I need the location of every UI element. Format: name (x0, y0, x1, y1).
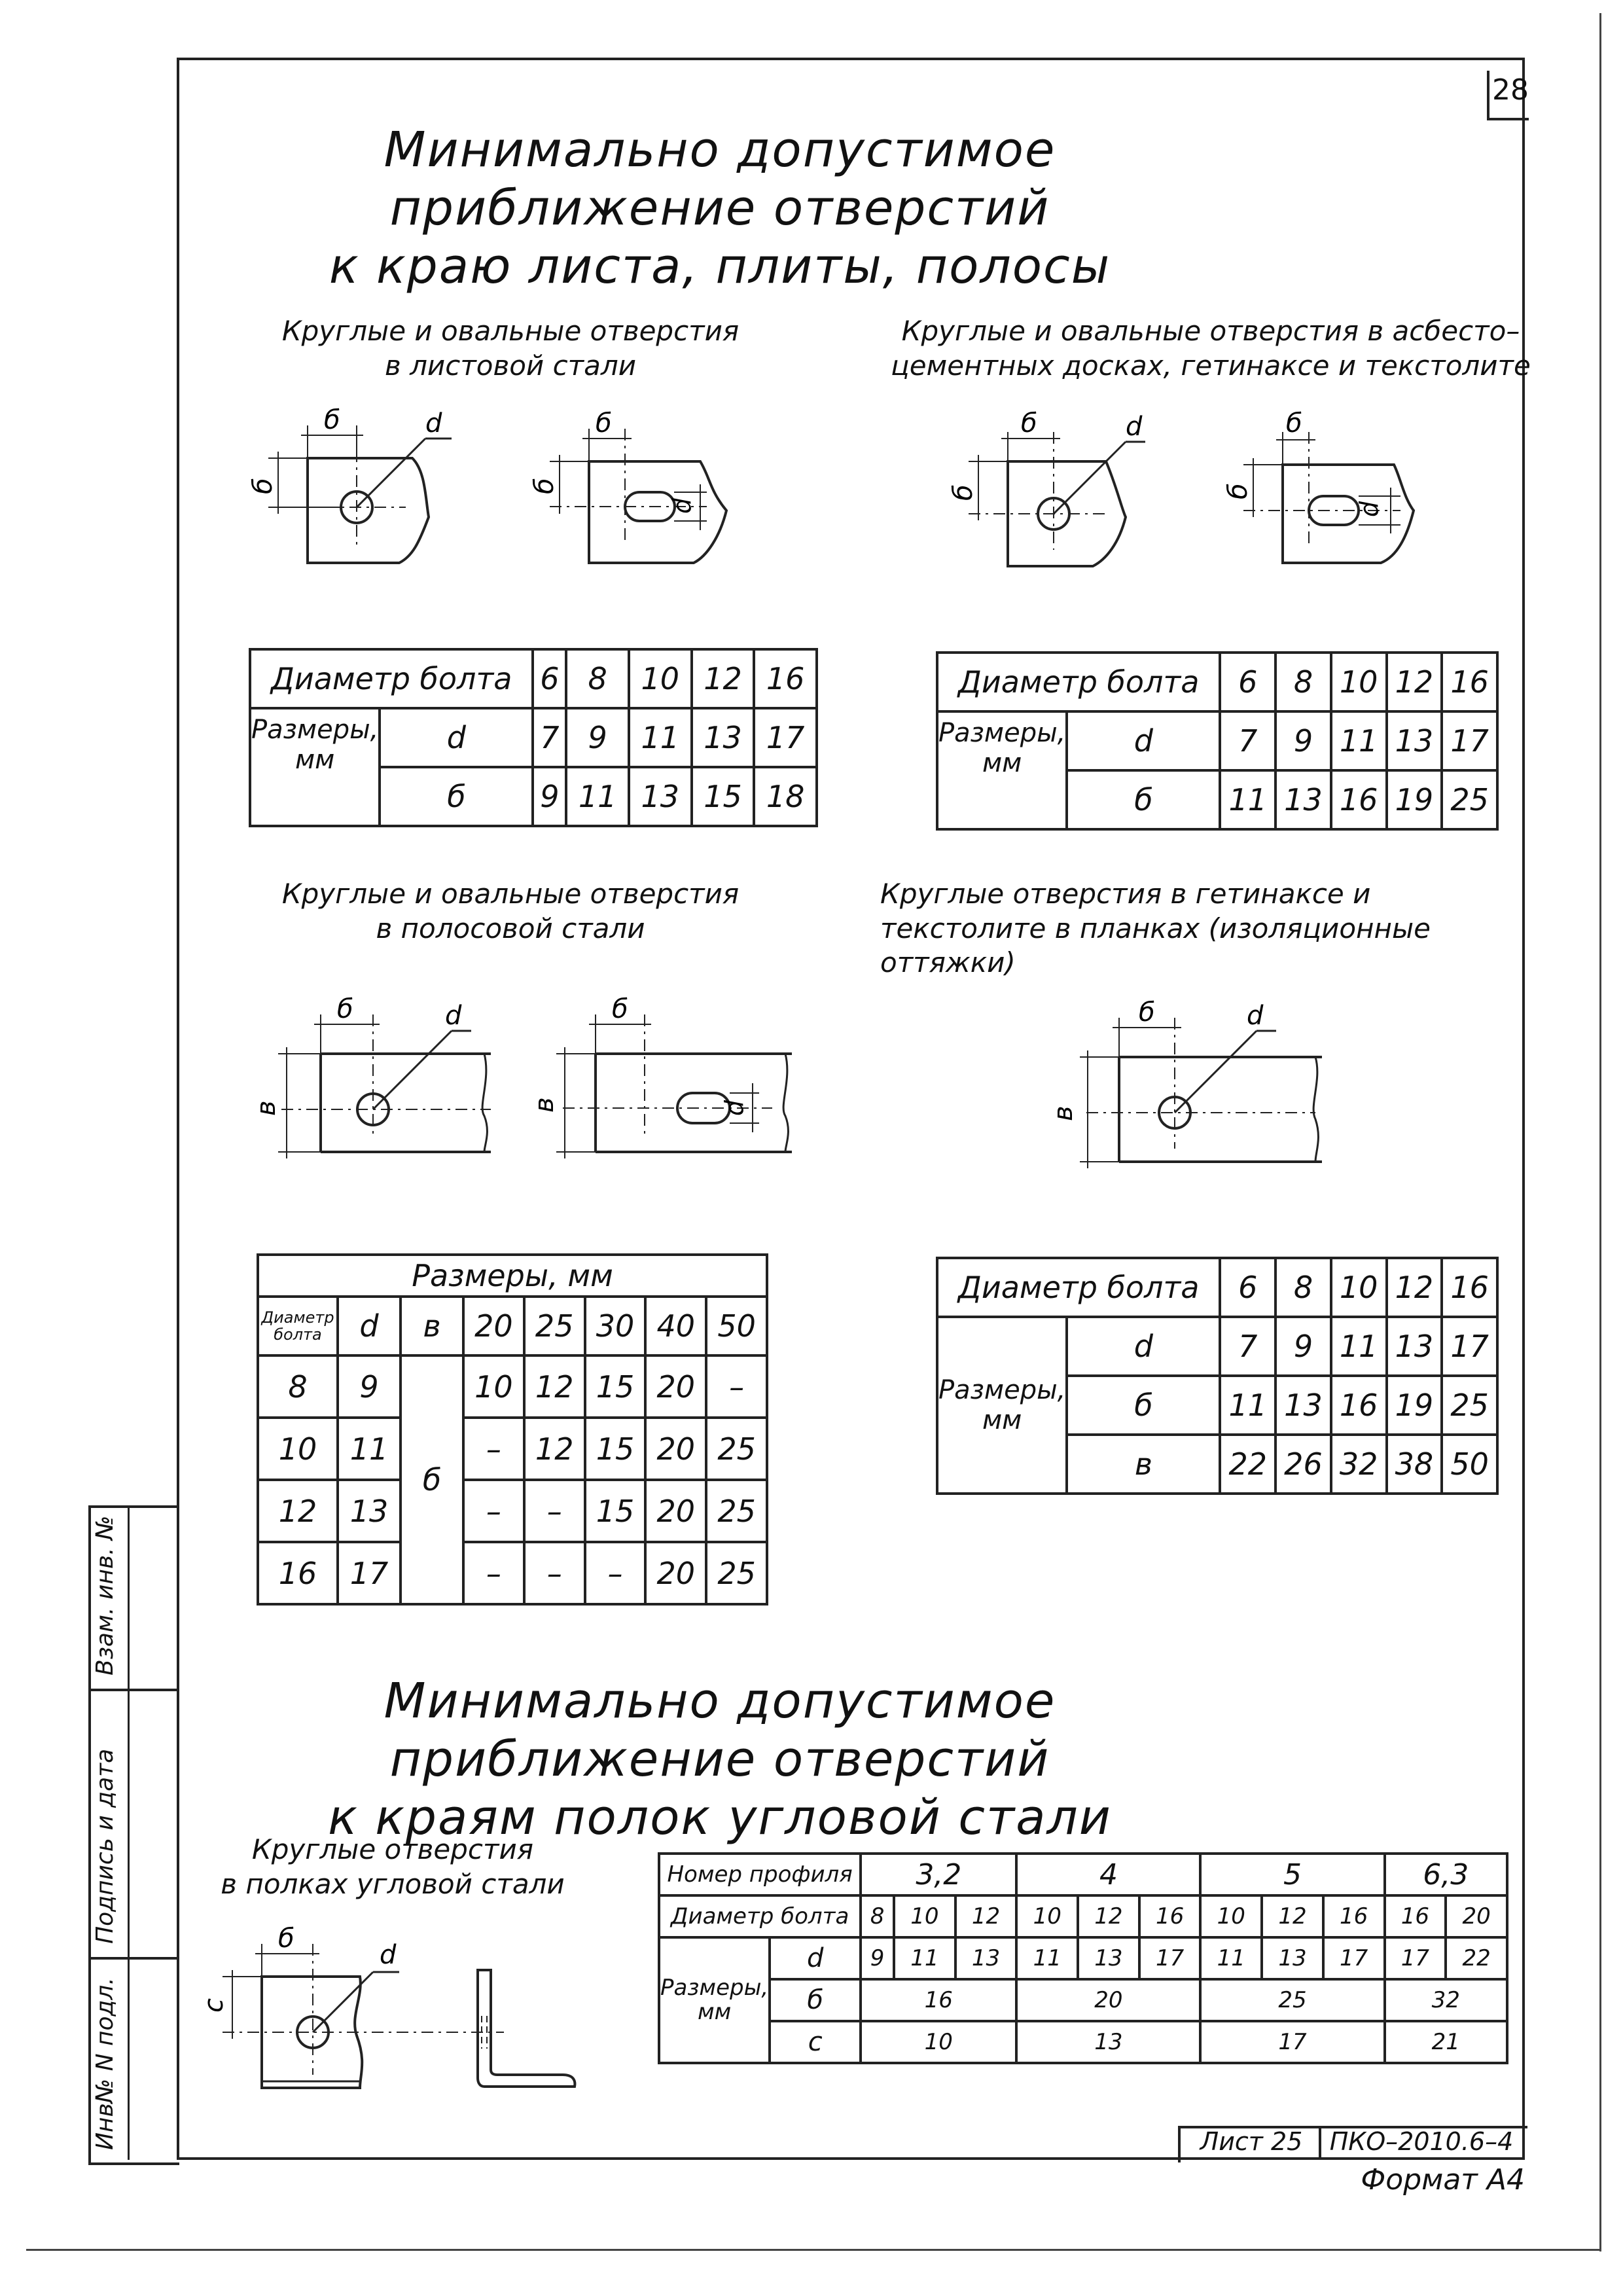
table-cell: 17 (1200, 2021, 1384, 2063)
bolt-label: Диаметр болта (659, 1895, 861, 1937)
table-cell: 11 (566, 767, 629, 826)
table-cell: 12 (1078, 1895, 1139, 1937)
bolt-diameter-header: Диаметр болта (250, 649, 533, 708)
side-stamp-divider (88, 1957, 177, 1960)
table-cell: 17 (1442, 1317, 1497, 1376)
sheet-steel-table (249, 648, 818, 827)
stamp-inv-vzam: Взам. инв. № (92, 1515, 118, 1676)
table-cell: – (585, 1542, 646, 1604)
dims-label: Размеры, (938, 1375, 1066, 1405)
caption-line: Круглые и овальные отверстия в асбесто– (901, 315, 1520, 347)
dims-label-cell (659, 1937, 770, 2063)
dim-d-label: d (720, 1100, 749, 1116)
table-cell: 20 (645, 1542, 706, 1604)
table-cell: 7 (1220, 1317, 1275, 1376)
caption-line: Круглые и овальные отверстия (281, 315, 740, 347)
table-cell: 6 (1220, 1258, 1275, 1317)
dim-d-label: d (1355, 501, 1383, 517)
row-label: d (380, 708, 533, 767)
dims-label: Размеры, (660, 1974, 769, 2001)
caption-line: в полках угловой стали (221, 1867, 565, 1900)
table-cell: 26 (1275, 1435, 1331, 1494)
angle-steel-diagram (196, 1918, 602, 2101)
table-cell: 17 (1323, 1937, 1385, 1979)
mm-label: мм (982, 748, 1022, 778)
table-cell: 38 (1387, 1435, 1442, 1494)
row-label: б (1067, 1376, 1220, 1435)
caption-line: в полосовой стали (376, 912, 645, 944)
table-cell: 15 (692, 767, 755, 826)
bolt-diameter-header: Диаметр болта (937, 653, 1220, 711)
bolt-label-cell (258, 1297, 338, 1355)
bolt-diameter-header: Диаметр болта (937, 1258, 1220, 1317)
table-cell: 13 (955, 1937, 1017, 1979)
dim-b-label: б (1021, 408, 1037, 439)
table-cell: 20 (1446, 1895, 1507, 1937)
caption-strip-steel (249, 877, 772, 946)
col-label: в (401, 1297, 463, 1355)
title-line-2: к краю листа, плиты, полосы (329, 238, 1111, 295)
table-cell: 16 (1442, 653, 1497, 711)
table-cell: 10 (1016, 1895, 1078, 1937)
table-cell: 11 (338, 1418, 401, 1480)
table-cell: 10 (861, 2021, 1016, 2063)
table-cell: 25 (1200, 1979, 1384, 2021)
table-cell: 6 (533, 649, 566, 708)
table-cell: 16 (1331, 1376, 1387, 1435)
sheet-steel-round-hole-diagram (249, 399, 471, 583)
caption-asbestos (870, 314, 1551, 383)
caption-angle (196, 1833, 589, 1901)
table-cell: – (524, 1480, 585, 1542)
table-cell: 13 (1275, 1376, 1331, 1435)
table-cell: 50 (1442, 1435, 1497, 1494)
table-cell: 16 (1323, 1895, 1385, 1937)
table-cell: 11 (629, 708, 692, 767)
table-cell: 15 (585, 1418, 646, 1480)
table-cell: 15 (585, 1355, 646, 1418)
table-cell: 30 (585, 1297, 646, 1355)
profile-cell: 4 (1016, 1854, 1200, 1895)
table-cell: 17 (338, 1542, 401, 1604)
table-cell: 40 (645, 1297, 706, 1355)
stamp-sign-date: Подпись и дата (92, 1748, 118, 1944)
row-label: б (1067, 770, 1220, 829)
table-cell: 13 (629, 767, 692, 826)
asbestos-table (936, 651, 1499, 831)
dims-label-cell (937, 1317, 1067, 1494)
profile-cell: 6,3 (1385, 1854, 1507, 1895)
asbestos-oval-hole-diagram (1204, 399, 1440, 583)
dims-label: Размеры, (938, 718, 1066, 748)
table-cell: 16 (1139, 1895, 1201, 1937)
table-cell: 20 (645, 1418, 706, 1480)
table-cell: 11 (894, 1937, 955, 1979)
footer-format: Формат А4 (1361, 2163, 1525, 2197)
table-cell: 13 (1387, 1317, 1442, 1376)
dim-b-label: б (1286, 408, 1302, 439)
table-cell: – (463, 1418, 524, 1480)
table-cell: 12 (524, 1418, 585, 1480)
dims-label-cell (937, 711, 1067, 829)
table-cell: 17 (1442, 711, 1497, 770)
dims-label-cell (250, 708, 380, 826)
caption-line: оттяжки) (880, 946, 1016, 978)
title-line-1: Минимально допустимое приближение отверстий (383, 1673, 1056, 1787)
table-cell: 17 (1139, 1937, 1201, 1979)
dim-b-label: б (278, 1924, 294, 1954)
sheet-steel-oval-hole-diagram (510, 399, 746, 583)
dim-b-label: б (324, 405, 340, 435)
table-cell: 25 (706, 1542, 767, 1604)
strip-steel-table (257, 1253, 768, 1605)
footer-sheet: Лист 25 (1200, 2127, 1303, 2156)
table-cell: 20 (463, 1297, 524, 1355)
caption-line: Круглые отверстия (251, 1833, 534, 1865)
dim-b-label: б (337, 994, 353, 1024)
table-cell: 17 (754, 708, 817, 767)
table-cell: 25 (706, 1480, 767, 1542)
table-cell: – (463, 1480, 524, 1542)
strip-steel-oval-hole-diagram (529, 975, 812, 1172)
dim-b-label: б (248, 478, 278, 494)
dim-b-label: б (529, 478, 560, 494)
dim-v-label: в (251, 1100, 281, 1116)
table-cell: 18 (754, 767, 817, 826)
title-line-2: к краям полок угловой стали (328, 1789, 1112, 1846)
table-cell: 12 (1262, 1895, 1323, 1937)
table-cell: 20 (645, 1355, 706, 1418)
table-cell: 22 (1446, 1937, 1507, 1979)
row-label: б (770, 1979, 861, 2021)
row-label: б (380, 767, 533, 826)
table-cell: 10 (894, 1895, 955, 1937)
table-cell: 10 (463, 1355, 524, 1418)
table-cell: – (463, 1542, 524, 1604)
table-cell: 12 (955, 1895, 1017, 1937)
table-cell: 13 (1262, 1937, 1323, 1979)
caption-line: текстолите в планках (изоляционные (880, 912, 1431, 944)
table-cell: 12 (524, 1355, 585, 1418)
side-stamp-col-divider (128, 1505, 130, 2160)
table-cell: 13 (1387, 711, 1442, 770)
section-title-angle (196, 1672, 1243, 1846)
table-cell: 15 (585, 1480, 646, 1542)
top-frame-line (177, 58, 1525, 60)
profile-label: Номер профиля (659, 1854, 861, 1895)
getinax-table (936, 1257, 1499, 1495)
table-cell: 7 (533, 708, 566, 767)
table-cell: 10 (1200, 1895, 1262, 1937)
table-cell: 8 (566, 649, 629, 708)
table-cell: 21 (1385, 2021, 1507, 2063)
dim-c-label: с (199, 1998, 229, 2013)
caption-line: Круглые и овальные отверстия (281, 878, 740, 910)
table-cell: 50 (706, 1297, 767, 1355)
table-cell: 8 (258, 1355, 338, 1418)
footer-divider (1319, 2126, 1321, 2160)
table-cell: 9 (338, 1355, 401, 1418)
col-label: d (338, 1297, 401, 1355)
table-cell: 16 (258, 1542, 338, 1604)
dim-b-label: б (1223, 483, 1253, 499)
mm-label: мм (295, 745, 335, 775)
dim-d-label: d (1247, 1001, 1264, 1031)
dim-d-label: d (1126, 412, 1143, 442)
row-label: с (770, 2021, 861, 2063)
table-cell: 11 (1200, 1937, 1262, 1979)
caption-line: в листовой стали (384, 349, 637, 382)
table-cell: 16 (1442, 1258, 1497, 1317)
angle-steel-table (658, 1852, 1508, 2064)
caption-sheet-steel (249, 314, 772, 383)
table-cell: 25 (706, 1418, 767, 1480)
dims-header: Размеры, мм (258, 1255, 767, 1297)
title-line-1: Минимально допустимое приближение отверстий (383, 122, 1056, 236)
row-label: d (1067, 1317, 1220, 1376)
table-cell: 20 (645, 1480, 706, 1542)
table-cell: 11 (1220, 1376, 1275, 1435)
table-cell: 13 (1016, 2021, 1200, 2063)
table-cell: 13 (338, 1480, 401, 1542)
dim-b-label: б (612, 994, 628, 1024)
stamp-inv-podl: Инв№ N подл. (92, 1977, 118, 2150)
table-cell: 11 (1016, 1937, 1078, 1979)
table-cell: 19 (1387, 1376, 1442, 1435)
table-cell: 13 (692, 708, 755, 767)
table-cell: 12 (1387, 653, 1442, 711)
table-cell: 16 (861, 1979, 1016, 2021)
caption-getinax (880, 877, 1469, 980)
outer-bottom-line (26, 2249, 1601, 2251)
caption-line: Круглые отверстия в гетинаксе и (880, 878, 1371, 910)
getinax-round-hole-diagram (1047, 982, 1335, 1178)
table-cell: 19 (1387, 770, 1442, 829)
dim-b-label: б (948, 484, 978, 501)
table-cell: 22 (1220, 1435, 1275, 1494)
asbestos-round-hole-diagram (929, 399, 1152, 583)
side-stamp-divider (88, 1689, 177, 1691)
table-cell: 10 (629, 649, 692, 708)
table-cell: 10 (1331, 1258, 1387, 1317)
table-cell: 16 (754, 649, 817, 708)
table-cell: 12 (692, 649, 755, 708)
table-cell: 10 (258, 1418, 338, 1480)
page-title (196, 121, 1243, 295)
table-cell: 8 (861, 1895, 894, 1937)
dims-label: Размеры, (251, 715, 379, 745)
bolt-label: болта (274, 1325, 322, 1344)
row-label: в (1067, 1435, 1220, 1494)
table-cell: 9 (533, 767, 566, 826)
mm-label: мм (697, 1999, 732, 2025)
table-cell: 13 (1078, 1937, 1139, 1979)
table-cell: 9 (861, 1937, 894, 1979)
table-cell: 7 (1220, 711, 1275, 770)
dim-d-label: d (380, 1940, 397, 1970)
table-cell: 10 (1331, 653, 1387, 711)
table-cell: 11 (1220, 770, 1275, 829)
row-label: d (770, 1937, 861, 1979)
mm-label: мм (982, 1405, 1022, 1435)
table-cell: 6 (1220, 653, 1275, 711)
table-cell: 9 (566, 708, 629, 767)
dim-d-label: d (425, 408, 442, 439)
table-cell: 8 (1275, 653, 1331, 711)
table-cell: 8 (1275, 1258, 1331, 1317)
table-cell: 11 (1331, 1317, 1387, 1376)
row-label: d (1067, 711, 1220, 770)
table-cell: 9 (1275, 1317, 1331, 1376)
table-cell: – (706, 1355, 767, 1418)
strip-steel-round-hole-diagram (242, 975, 517, 1172)
dim-b-label: б (596, 408, 612, 439)
table-cell: 32 (1385, 1979, 1507, 2021)
footer-code: ПКО–2010.6–4 (1329, 2127, 1514, 2156)
dim-v-label: в (1048, 1105, 1079, 1121)
profile-cell: 3,2 (861, 1854, 1016, 1895)
table-cell: 11 (1331, 711, 1387, 770)
table-cell: 13 (1275, 770, 1331, 829)
table-cell: 17 (1385, 1937, 1446, 1979)
table-cell: 12 (258, 1480, 338, 1542)
b-label-cell: б (401, 1355, 463, 1604)
table-cell: 25 (1442, 770, 1497, 829)
table-cell: – (524, 1542, 585, 1604)
table-cell: 25 (524, 1297, 585, 1355)
bolt-label: Диаметр (261, 1308, 334, 1327)
table-cell: 32 (1331, 1435, 1387, 1494)
table-cell: 20 (1016, 1979, 1200, 2021)
caption-line: цементных досках, гетинаксе и текстолите (891, 349, 1531, 382)
dim-b-label: б (1139, 997, 1155, 1028)
table-cell: 16 (1331, 770, 1387, 829)
dim-d-label: d (445, 1001, 462, 1031)
table-cell: 9 (1275, 711, 1331, 770)
outer-right-line (1599, 13, 1601, 2251)
page-number: 28 (1492, 73, 1529, 107)
dim-v-label: в (529, 1097, 560, 1113)
table-cell: 12 (1387, 1258, 1442, 1317)
table-cell: 25 (1442, 1376, 1497, 1435)
profile-cell: 5 (1200, 1854, 1384, 1895)
table-cell: 16 (1385, 1895, 1446, 1937)
dim-d-label: d (668, 497, 696, 514)
